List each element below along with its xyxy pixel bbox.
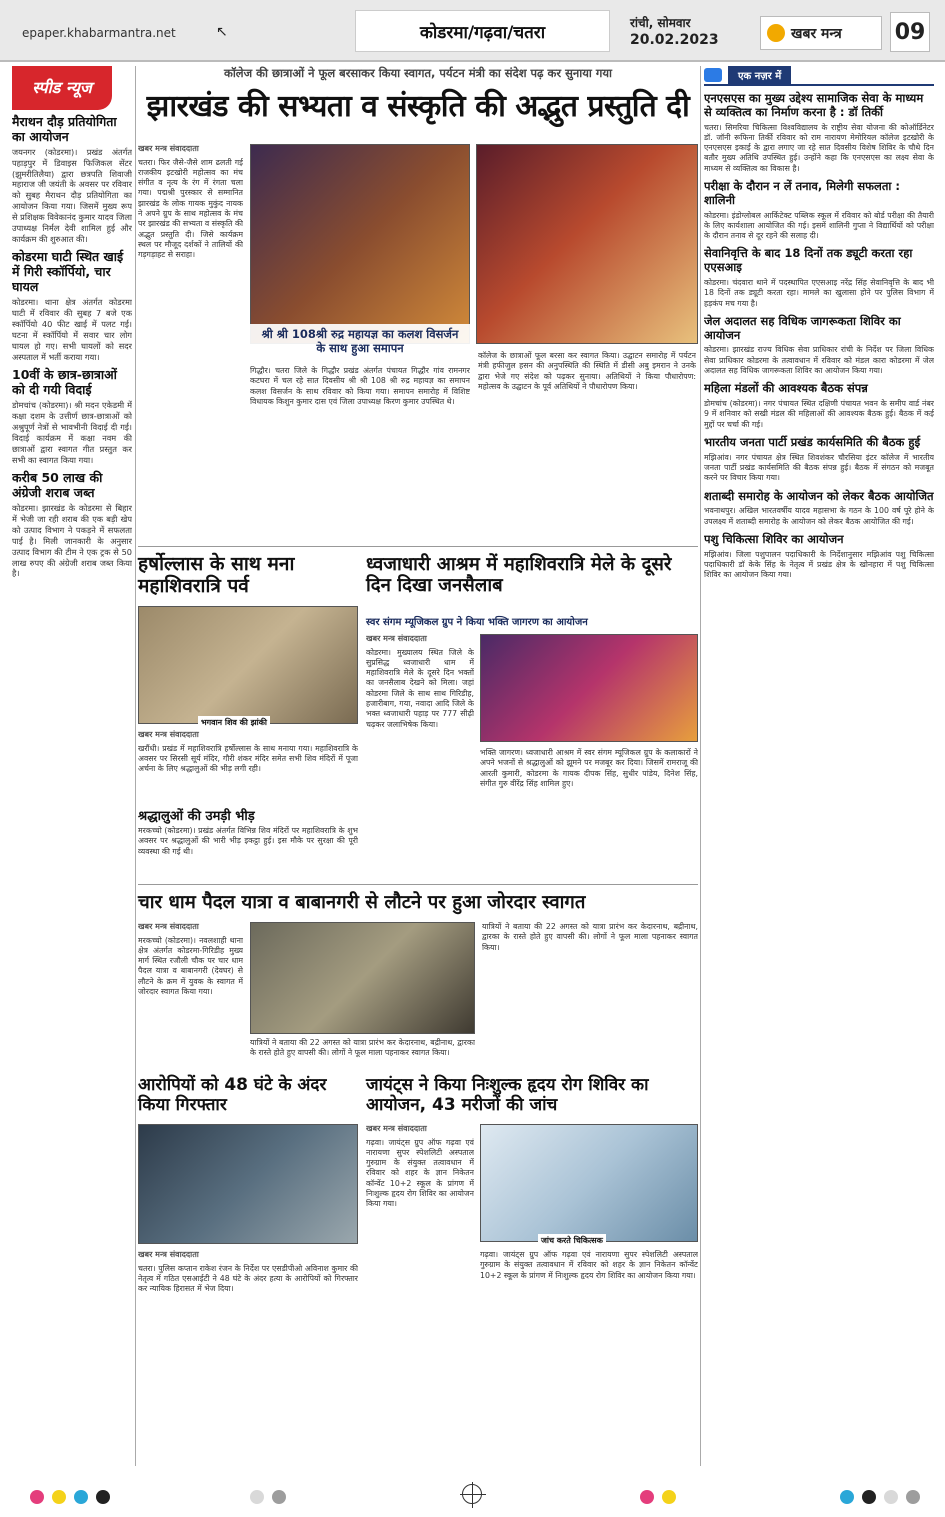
color-dot bbox=[662, 1490, 676, 1504]
right-news-column bbox=[704, 66, 934, 1466]
byline: खबर मन्त्र संवाददाता bbox=[138, 1250, 199, 1259]
left-item-body: जयनगर (कोडरमा)। प्रखंड अंतर्गत पहाड़पुर में डिवाइस फिजिकल सेंटर (झुमरीतिलैया) द्वारा छत्रपति शिवाजी महाराज जी जयंती के अवसर पर रविवार को सुबह मैराथन दौड़ प्रतियोगिता का आयोजन किया गया। जिसमें मुख्य रूप से प्रशिक्षक विवेकानंद कुमार यादव जिला उपाध्यक्ष निर्मल देवी शामिल हुई और कार्यक्रम की शुरुआत की। bbox=[12, 147, 132, 244]
right-item-body: कोडरमा। चंदवारा थाने में पदस्थापित एएसआइ नरेंद्र सिंह सेवानिवृत्ति के बाद भी 18 दिनों तक ड्यूटी करता रहा। मामले का खुलासा होने पर पुलिस विभाग में हड़कंप मच गया है। bbox=[704, 278, 934, 308]
left-item-headline[interactable]: कोडरमा घाटी स्थित खाई में गिरी स्कॉर्पियो, चार घायल bbox=[12, 249, 124, 295]
issue-date: 20.02.2023 bbox=[630, 32, 719, 48]
page-number: 09 bbox=[890, 12, 930, 52]
bhid-headline[interactable]: श्रद्धालुओं की उमड़ी भीड़ bbox=[138, 809, 255, 824]
right-item-headline[interactable]: महिला मंडलों की आवश्यक बैठक संपन्न bbox=[704, 381, 868, 396]
right-item-headline[interactable]: भारतीय जनता पार्टी प्रखंड कार्यसमिति की बैठक हुई bbox=[704, 434, 921, 449]
right-item-headline[interactable]: जेल अदालत सह विधिक जागरूकता शिविर का आयोजन bbox=[704, 313, 901, 342]
jayants-text-2: गढ़वा। जायंट्स ग्रुप ऑफ गढ़वा एवं नारायणा सुपर स्पेशलिटी अस्पताल गुरुग्राम के संयुक्त तत्वावधान में रविवार को शहर के ज्ञान निकेतन कॉन्वेंट 10+2 स्कूल के प्रांगण में निःशुल्क हृदय रोग शिविर का आयोजन किया गया। bbox=[480, 1250, 698, 1280]
police-press-photo bbox=[138, 1124, 358, 1244]
color-dot bbox=[96, 1490, 110, 1504]
right-item-body: मझिआंव। नगर पंचायत क्षेत्र स्थित शिवशंकर चौरसिया इंटर कॉलेज में भारतीय जनता पार्टी प्रखंड कार्यसमिति की बैठक संपन्न हुई। बैठक में संगठन को मजबूत करने पर विचार किया गया। bbox=[704, 452, 934, 483]
divider-line bbox=[138, 546, 698, 547]
city-day: रांची, सोमवार bbox=[630, 16, 691, 30]
yatra-headline[interactable]: चार धाम पैदल यात्रा व बाबानगरी से लौटने पर हुआ जोरदार स्वागत bbox=[138, 892, 586, 913]
byline: खबर मन्त्र संवाददाता bbox=[138, 144, 199, 153]
color-dot bbox=[74, 1490, 88, 1504]
ek-nazar-banner bbox=[704, 66, 934, 86]
color-dot bbox=[862, 1490, 876, 1504]
byline: खबर मन्त्र संवाददाता bbox=[366, 1124, 427, 1133]
speed-news-badge: स्पीड न्यूज bbox=[12, 66, 112, 110]
byline: खबर मन्त्र संवाददाता bbox=[366, 634, 427, 643]
color-dot bbox=[884, 1490, 898, 1504]
jayants-text bbox=[366, 1124, 474, 1460]
lead-story-text: चतरा। फिर जैसे-जैसे शाम ढलती गई राजकीय इटखोरी महोत्सव का मंच संगीत व नृत्य के रंग में रंगता चला गया। पद्मश्री पुरस्कार से सम्मानित झारखंड के लोक गायक मुकुंद नायक ने अपने ग्रुप के साथ महोत्सव के मंच पर झारखंड की सभ्यता व संस्कृति की अद्भुत प्रस्तुति दी। जिसे कार्यक्रम स्थल पर मौजूद दर्शकों ने तालियों की गड़गड़ाहट से सराहा। bbox=[138, 157, 243, 260]
left-item-headline[interactable]: मैराथन दौड़ प्रतियोगिता का आयोजन bbox=[12, 114, 117, 144]
yatra-body: मरकच्चो (कोडरमा)। नवलशाही थाना क्षेत्र अंतर्गत कोडरमा-गिरिडीह मुख्य मार्ग स्थित रजौली चौक पर चार धाम पैदल यात्रा व बाबानगरी (देवघर) से लौटने के क्रम में युवक के स्वागत में जोरदार स्वागत किया गया। bbox=[138, 935, 243, 996]
brand-name: खबर मन्त्र bbox=[791, 25, 842, 42]
health-camp-photo bbox=[480, 1124, 698, 1242]
yatra-text-3: यात्रियों ने बताया की 22 अगस्त को यात्रा प्रारंभ कर केदारनाथ, बद्रीनाथ, द्वारका के रास्ते होते हुए वापसी की। लोगों ने फूल माला पहनाकर स्वागत किया। bbox=[482, 922, 698, 952]
center-section bbox=[138, 66, 698, 1466]
brand-logo bbox=[760, 16, 882, 50]
mela-headline[interactable]: ध्वजाधारी आश्रम में महाशिवरात्रि मेले के दूसरे दिन दिखा जनसैलाब bbox=[366, 554, 672, 597]
shivratri-body: खरौंधी। प्रखंड में महाशिवरात्रि हर्षोल्लास के साथ मनाया गया। महाशिवरात्रि के अवसर पर सिरसी सूर्य मंदिर, गौरी शंकर मंदिर समेत सभी शिव मंदिरों में पूजा अर्चना के लिए श्रद्धालुओं की भीड़ लगी रही। bbox=[138, 743, 358, 774]
edition-title: कोडरमा/गढ़वा/चतरा bbox=[355, 10, 610, 52]
color-dot bbox=[840, 1490, 854, 1504]
photo-caption: भगवान शिव की झांकी bbox=[198, 716, 270, 729]
main-headline[interactable]: झारखंड की सभ्यता व संस्कृति की अद्भुत प्रस्तुति दी bbox=[146, 89, 690, 124]
yatra-text bbox=[138, 922, 243, 1072]
left-item-headline[interactable]: करीब 50 लाख की अंग्रेजी शराब जब्त bbox=[12, 470, 103, 501]
column-divider bbox=[135, 66, 136, 1466]
arrest-body: चतरा। पुलिस कप्तान राकेश रंजन के निर्देश पर एसडीपीओ अविनाश कुमार की नेतृत्व में गठित एसआईटी ने 48 घंटे के अंदर हत्या के आरोपियों को गिरफ्तार कर न्यायिक हिरासत में भेज दिया। bbox=[138, 1263, 358, 1294]
left-item-body: कोडरमा। थाना क्षेत्र अंतर्गत कोडरमा घाटी में रविवार की सुबह 7 बजे एक स्कॉर्पियो 40 फीट खाई में पलट गई। घटना में स्कॉर्पियो में सवार चार लोग घायल हो गए। सभी घायलों को सदर अस्पताल में भर्ती कराया गया। bbox=[12, 297, 132, 362]
registration-mark-icon bbox=[462, 1484, 482, 1504]
byline: खबर मन्त्र संवाददाता bbox=[138, 922, 199, 931]
shiv-jhanki-photo bbox=[138, 606, 358, 724]
site-url[interactable]: epaper.khabarmantra.net bbox=[22, 26, 176, 40]
byline: खबर मन्त्र संवाददाता bbox=[138, 730, 199, 739]
right-item-headline[interactable]: एनएसएस का मुख्य उद्देश्य सामाजिक सेवा के माध्यम से व्यक्तित्व का निर्माण करना है : डॉ तिर्की bbox=[704, 91, 924, 119]
yatra-text-2: यात्रियों ने बताया की 22 अगस्त को यात्रा प्रारंभ कर केदारनाथ, बद्रीनाथ, द्वारका के रास्ते होते हुए वापसी की। लोगों ने फूल माला पहनाकर स्वागत किया। bbox=[250, 1038, 475, 1058]
jayants-body: गढ़वा। जायंट्स ग्रुप ऑफ गढ़वा एवं नारायणा सुपर स्पेशलिटी अस्पताल गुरुग्राम के संयुक्त तत्वावधान में रविवार को शहर के ज्ञान निकेतन कॉन्वेंट 10+2 स्कूल के प्रांगण में निःशुल्क हृदय रोग शिविर का आयोजन किया गया। bbox=[366, 1137, 474, 1209]
photo-caption: जांच करते चिकित्सक bbox=[538, 1234, 606, 1247]
stage-performance-photo bbox=[250, 144, 470, 344]
divider-line bbox=[138, 884, 698, 885]
cultural-dance-photo bbox=[476, 144, 698, 344]
right-item-body: डोमचांच (कोडरमा)। नगर पंचायत स्थित दक्षिणी पंचायत भवन के समीप वार्ड नंबर 9 में शनिवार को सखी मंडल की महिलाओं की आवश्यक बैठक हुई। बैठक में कई मुद्दों पर चर्चा की गई। bbox=[704, 399, 934, 429]
left-item-headline[interactable]: 10वीं के छात्र-छात्राओं को दी गयी विदाई bbox=[12, 367, 117, 398]
mela-subhead: स्वर संगम म्यूजिकल ग्रुप ने किया भक्ति जागरण का आयोजन bbox=[366, 617, 588, 628]
right-item-body: भवनाथपुर। अखिल भारतवर्षीय यादव महासभा के गठन के 100 वर्ष पूरे होने के उपलक्ष्य में शताब्दी समारोह के आयोजन को लेकर बैठक आयोजित की गई। bbox=[704, 506, 934, 526]
jayants-headline[interactable]: जायंट्स ने किया निःशुल्क हृदय रोग शिविर का आयोजन, 43 मरीजों की जांच bbox=[366, 1075, 649, 1115]
mela-text-2: भक्ति जागरण। ध्वजाधारी आश्रम में स्वर संगम म्यूजिकल ग्रुप के कलाकारों ने अपने भजनों से श्रद्धालुओं को झूमने पर मजबूर कर दिया। जिसमें रामराजू की आरती कुमारी, कोडरमा के गायक दीपक सिंह, सुधीर पांडेय, दिनेश सिंह, संगीत गुरु वीरेंद्र सिंह शामिल हुए। bbox=[480, 748, 698, 788]
eye-icon bbox=[704, 68, 722, 82]
left-news-column bbox=[12, 66, 132, 1466]
lead-story-column bbox=[138, 144, 243, 594]
arrest-headline[interactable]: आरोपियों को 48 घंटे के अंदर किया गिरफ्तार bbox=[138, 1075, 327, 1115]
arrest-text bbox=[138, 1250, 358, 1460]
page-header bbox=[0, 0, 945, 62]
right-item-body: कोडरमा। झारखंड राज्य विधिक सेवा प्राधिकार रांची के निर्देश पर जिला विधिक सेवा प्राधिकार कोडरमा के तत्वावधान में रविवार को मंडल कारा कोडरमा में जेल अदालत सह विधिक जागरूकता शिविर का आयोजन किया गया। bbox=[704, 345, 934, 376]
kalash-story-text: गिद्धौर। चतरा जिले के गिद्धौर प्रखंड अंतर्गत पंचायत गिद्धौर गांव रामनगर कटघरा में चल रहे सात दिवसीय श्री श्री 108 श्री रुद्र महायज्ञ का समापन कलश विसर्जन के साथ रविवार को किया गया। समापन समारोह में विशिष्ट विधायक किशुन कुमार दास एवं जिला उपाध्यक्ष किरण कुमार उपस्थित थे। bbox=[250, 366, 470, 406]
color-dot bbox=[272, 1490, 286, 1504]
bhid-text: मरकच्चो (कोडरमा)। प्रखंड अंतर्गत विभिन्न शिव मंदिरों पर महाशिवरात्रि के शुभ अवसर पर श्रद्धालुओं की भारी भीड़ इकट्ठा हुई। इस मौके पर सुरक्षा की पूरी व्यवस्था की गई थी। bbox=[138, 826, 358, 856]
main-kicker: कॉलेज की छात्राओं ने फूल बरसाकर किया स्वागत, पर्यटन मंत्री का संदेश पढ़ कर सुनाया गया bbox=[224, 66, 612, 80]
color-dot bbox=[30, 1490, 44, 1504]
right-item-body: मझिआंव। जिला पशुपालन पदाधिकारी के निर्देशानुसार मझिआंव पशु चिकित्सा पदाधिकारी डॉ केके सिंह के नेतृत्व में प्रखंड क्षेत्र के खोनहारा में पशु चिकित्सा शिविर का आयोजन किया गया। bbox=[704, 549, 934, 580]
cultural-story-text: कॉलेज के छात्राओं फूल बरसा कर स्वागत किया। उद्घाटन समारोह में पर्यटन मंत्री हफीजुल हसन की अनुपस्थिति की स्थिति में डीसी अबु इमरान ने उनके द्वारा भेजे गए संदेश को पढ़कर सुनाया। अतिथियों ने किया पौधारोपण: महोत्सव के उद्घाटन के पूर्व अतिथियों ने पौधारोपण किया। bbox=[478, 351, 696, 391]
mela-body: कोडरमा। मुख्यालय स्थित जिले के सुप्रसिद्ध ध्वजाधारी धाम में महाशिवरात्रि मेले के दूसरे दिन भक्तों का जनसैलाब देखने को मिला। जहां कोडरमा जिले के साथ साथ गिरिडीह, हजारीबाग, गया, नवादा आदि जिले के भक्त ध्वजाधारी पहाड़ पर 777 सीढ़ी चढ़कर जलाभिषेक किया। bbox=[366, 647, 474, 729]
right-item-headline[interactable]: पशु चिकित्सा शिविर का आयोजन bbox=[704, 531, 844, 546]
color-dot bbox=[52, 1490, 66, 1504]
left-item-body: कोडरमा। झारखंड के कोडरमा से बिहार में भेजी जा रही शराब की एक बड़ी खेप को उत्पाद विभाग ने पकड़ने में सफलता पाई है। मिली जानकारी के अनुसार उत्पाद विभाग की टीम ने एक ट्रक से 50 लाख रुपए की अंग्रेजी शराब जब्त किया है। bbox=[12, 503, 132, 579]
print-color-bar bbox=[0, 1478, 945, 1517]
right-item-body: चतरा। सिमरिया चिकित्सा विश्वविद्यालय के राष्ट्रीय सेवा योजना की कोऑर्डिनेटर डॉ. जॉनी रूफिना तिर्की रविवार को राम नारायण मेमोरियल कॉलेज इटखोरी के एनएसएस इकाई के द्वारा लगाए जा रहे सात दिवसीय विशेष शिविर के चौथे दिन बतौर मुख्य अतिथि उपस्थित हुई। उन्होंने कहा कि एनएसएस का लक्ष्य सेवा के माध्यम से व्यक्तित्व का विकास है। bbox=[704, 122, 934, 173]
kalash-caption: श्री श्री 108श्री रुद्र महायज्ञ का कलश विसर्जन के साथ हुआ समापन bbox=[250, 324, 470, 359]
color-dot bbox=[250, 1490, 264, 1504]
shivratri-text bbox=[138, 730, 358, 800]
column-divider bbox=[700, 66, 701, 1466]
ek-nazar-label: एक नज़र में bbox=[728, 66, 791, 84]
bhakti-jagran-photo bbox=[480, 634, 698, 742]
yatra-group-photo bbox=[250, 922, 475, 1034]
brand-logo-icon bbox=[767, 24, 785, 42]
right-item-headline[interactable]: परीक्षा के दौरान न लें तनाव, मिलेगी सफलता : शालिनी bbox=[704, 179, 900, 207]
right-item-headline[interactable]: सेवानिवृत्ति के बाद 18 दिनों तक ड्यूटी करता रहा एएसआइ bbox=[704, 246, 913, 275]
left-item-body: डोमचांच (कोडरमा)। श्री मदन एकेडमी में कक्षा दशम के उत्तीर्ण छात्र-छात्राओं को अश्रुपूर्ण नेत्रों से भावभीनी विदाई दी गई। विदाई कार्यक्रम में कक्षा नवम की छात्राओं द्वारा स्वागत गीत प्रस्तुत कर सभी का स्वागत किया गया। bbox=[12, 400, 132, 465]
right-item-headline[interactable]: शताब्दी समारोह के आयोजन को लेकर बैठक आयोजित bbox=[704, 488, 934, 503]
mela-text bbox=[366, 634, 474, 878]
shivratri-headline[interactable]: हर्षोल्लास के साथ मना महाशिवरात्रि पर्व bbox=[138, 553, 295, 597]
right-item-body: कोडरमा। इंडोग्लोबल आर्किटेक्ट पब्लिक स्कूल में रविवार को बोर्ड परीक्षा की तैयारी के लिए कार्यशाला आयोजित की गई। इसमें शालिनी गुप्ता ने विद्यार्थियों को परीक्षा के दौरान तनाव से दूर रहने की सलाह दी। bbox=[704, 210, 934, 241]
color-dot bbox=[640, 1490, 654, 1504]
cursor-icon: ↖ bbox=[216, 24, 228, 40]
color-dot bbox=[906, 1490, 920, 1504]
